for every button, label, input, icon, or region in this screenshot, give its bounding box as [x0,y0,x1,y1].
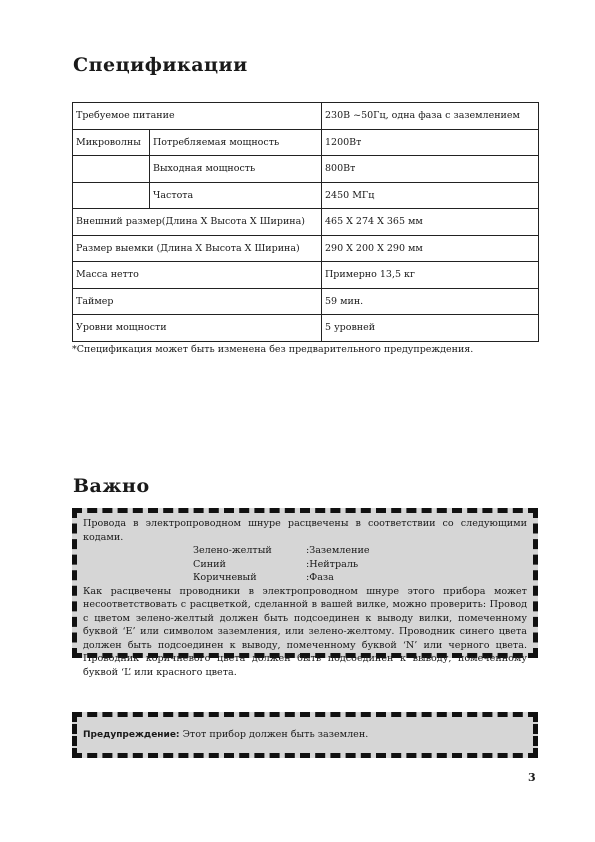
list-item [83,544,527,558]
wire-meaning: :Нейтраль [306,558,359,570]
table-row [73,209,539,236]
table-row [73,103,539,130]
microwave-label: Микроволны [73,129,150,156]
timer-value: 59 мин. [322,288,539,315]
specifications-footnote: *Спецификация может быть изменена без предварительного предупреждения. [72,344,474,355]
table-row [73,315,539,342]
timer-label: Таймер [73,288,322,315]
warning-line [83,717,527,753]
frequency-label: Частота [150,182,322,209]
table-row [73,235,539,262]
list-item [83,571,527,585]
warning-text: Этот прибор должен быть заземлен. [179,729,369,740]
output-power-value: 800Вт [322,156,539,183]
table-row [73,288,539,315]
cavity-size-value: 290 X 200 X 290 мм [322,235,539,262]
power-levels-value: 5 уровней [322,315,539,342]
page-number: 3 [528,771,536,784]
output-power-label: Выходная мощность [150,156,322,183]
wire-color-codes [83,544,527,585]
consumed-power-label: Потребляемая мощность [150,129,322,156]
important-notice-box [72,508,538,678]
empty-cell [73,182,150,209]
outer-size-value: 465 X 274 X 365 мм [322,209,539,236]
net-mass-value: Примерно 13,5 кг [322,262,539,289]
important-body: Как расцвечены проводники в электропроводном шнуре этого прибора может несоответствовать с расцветкой, сделанной в вашей вилке, можно проверить: Провод с цветом зелено-желтый должен быть подсоединен к выводу вилки, помеченному буквой ‘E’ или символом заземления, или зелено-желтому. Проводник синего цвета должен быть подсоединен к выводу, помеченному буквой ‘N’ или черного цвета. Проводник коричневого цвета должен быть подсоединен к выводу, помеченному буквой ‘L’ или красного цвета. [83,585,527,678]
consumed-power-value: 1200Вт [322,129,539,156]
power-label: Требуемое питание [73,103,322,130]
important-intro: Провода в электропроводном шнуре расцвечены в соответствии со следующими кодами. [83,518,527,543]
wire-color: Синий [193,558,226,570]
outer-size-label: Внешний размер(Длина X Высота X Ширина) [73,209,322,236]
wire-color: Зелено-желтый [193,545,272,556]
table-row [73,129,539,156]
warning-box [72,712,538,758]
specifications-title: Спецификации [73,54,248,76]
power-value: 230В ~50Гц, одна фаза с заземлением [322,103,539,130]
list-item [83,558,527,572]
empty-cell [73,156,150,183]
table-row [73,262,539,289]
power-levels-label: Уровни мощности [73,315,322,342]
important-title: Важно [73,475,150,497]
wire-meaning: :Фаза [306,572,334,583]
table-row [73,182,539,209]
table-row [73,156,539,183]
net-mass-label: Масса нетто [73,262,322,289]
warning-label: Предупреждение: [83,730,180,740]
frequency-value: 2450 МГц [322,182,539,209]
cavity-size-label: Размер выемки (Длина X Высота X Ширина) [73,235,322,262]
wire-color: Коричневый [193,572,257,583]
specifications-table [72,102,539,342]
wire-meaning: :Заземление [306,545,370,556]
